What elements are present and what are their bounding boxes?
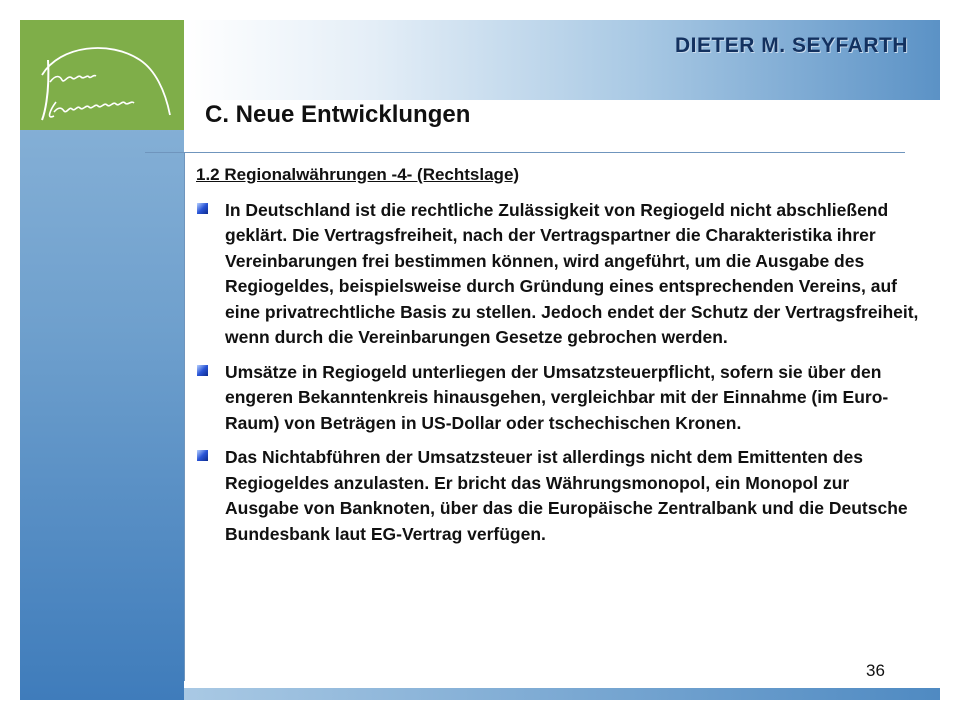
section-subtitle: 1.2 Regionalwährungen -4- (Rechtslage)	[196, 165, 520, 184]
bullet-item	[196, 445, 926, 547]
signature-logo	[20, 20, 184, 130]
content-area	[196, 162, 926, 556]
title-divider	[145, 152, 905, 153]
bullet-item	[196, 360, 926, 437]
bullet-item	[196, 198, 926, 351]
slide-title: C. Neue Entwicklungen	[205, 101, 471, 128]
square-bullet-icon	[197, 365, 208, 376]
content-left-rule	[184, 153, 185, 681]
square-bullet-icon	[197, 450, 208, 461]
signature-logo-icon	[20, 20, 184, 130]
square-bullet-icon	[197, 203, 208, 214]
bullet-text: Umsätze in Regiogeld unterliegen der Umsatzsteuerpflicht, sofern sie über den engeren Bekanntenkreis hinausgehen, vergleichbar mit der Einnahme (im Euro-Raum) von Beträgen in US-Dollar oder tschechischen Kronen.	[225, 361, 889, 433]
brand-name: DIETER M. SEYFARTH	[674, 34, 908, 57]
bottom-gradient-band	[184, 688, 940, 700]
bullet-text: Das Nichtabführen der Umsatzsteuer ist allerdings nicht dem Emittenten des Regiogeldes anzulasten. Er bricht das Währungsmonopol, ein Monopol zur Ausgabe von Banknoten, über das die Europäische Zentralbank und die Deutsche Bundesbank laut EG-Vertrag verfügen.	[225, 447, 908, 544]
bullet-text: In Deutschland ist die rechtliche Zulässigkeit von Regiogeld nicht abschließend geklärt. Die Vertragsfreiheit, nach der Vertragspartner die Charakteristika ihrer Vereinbarungen frei bestimmen können, wird angeführt, um die Ausgabe des Regiogeldes, beispielsweise durch Gründung eines entsprechenden Vereins, auf eine privatrechtliche Basis zu stellen. Jedoch endet der Schutz der Vertragsfreiheit, wenn durch die Vereinbarungen Gesetze gebrochen werden.	[225, 199, 919, 347]
top-gradient-band	[184, 20, 940, 100]
page-number: 36	[866, 661, 885, 680]
